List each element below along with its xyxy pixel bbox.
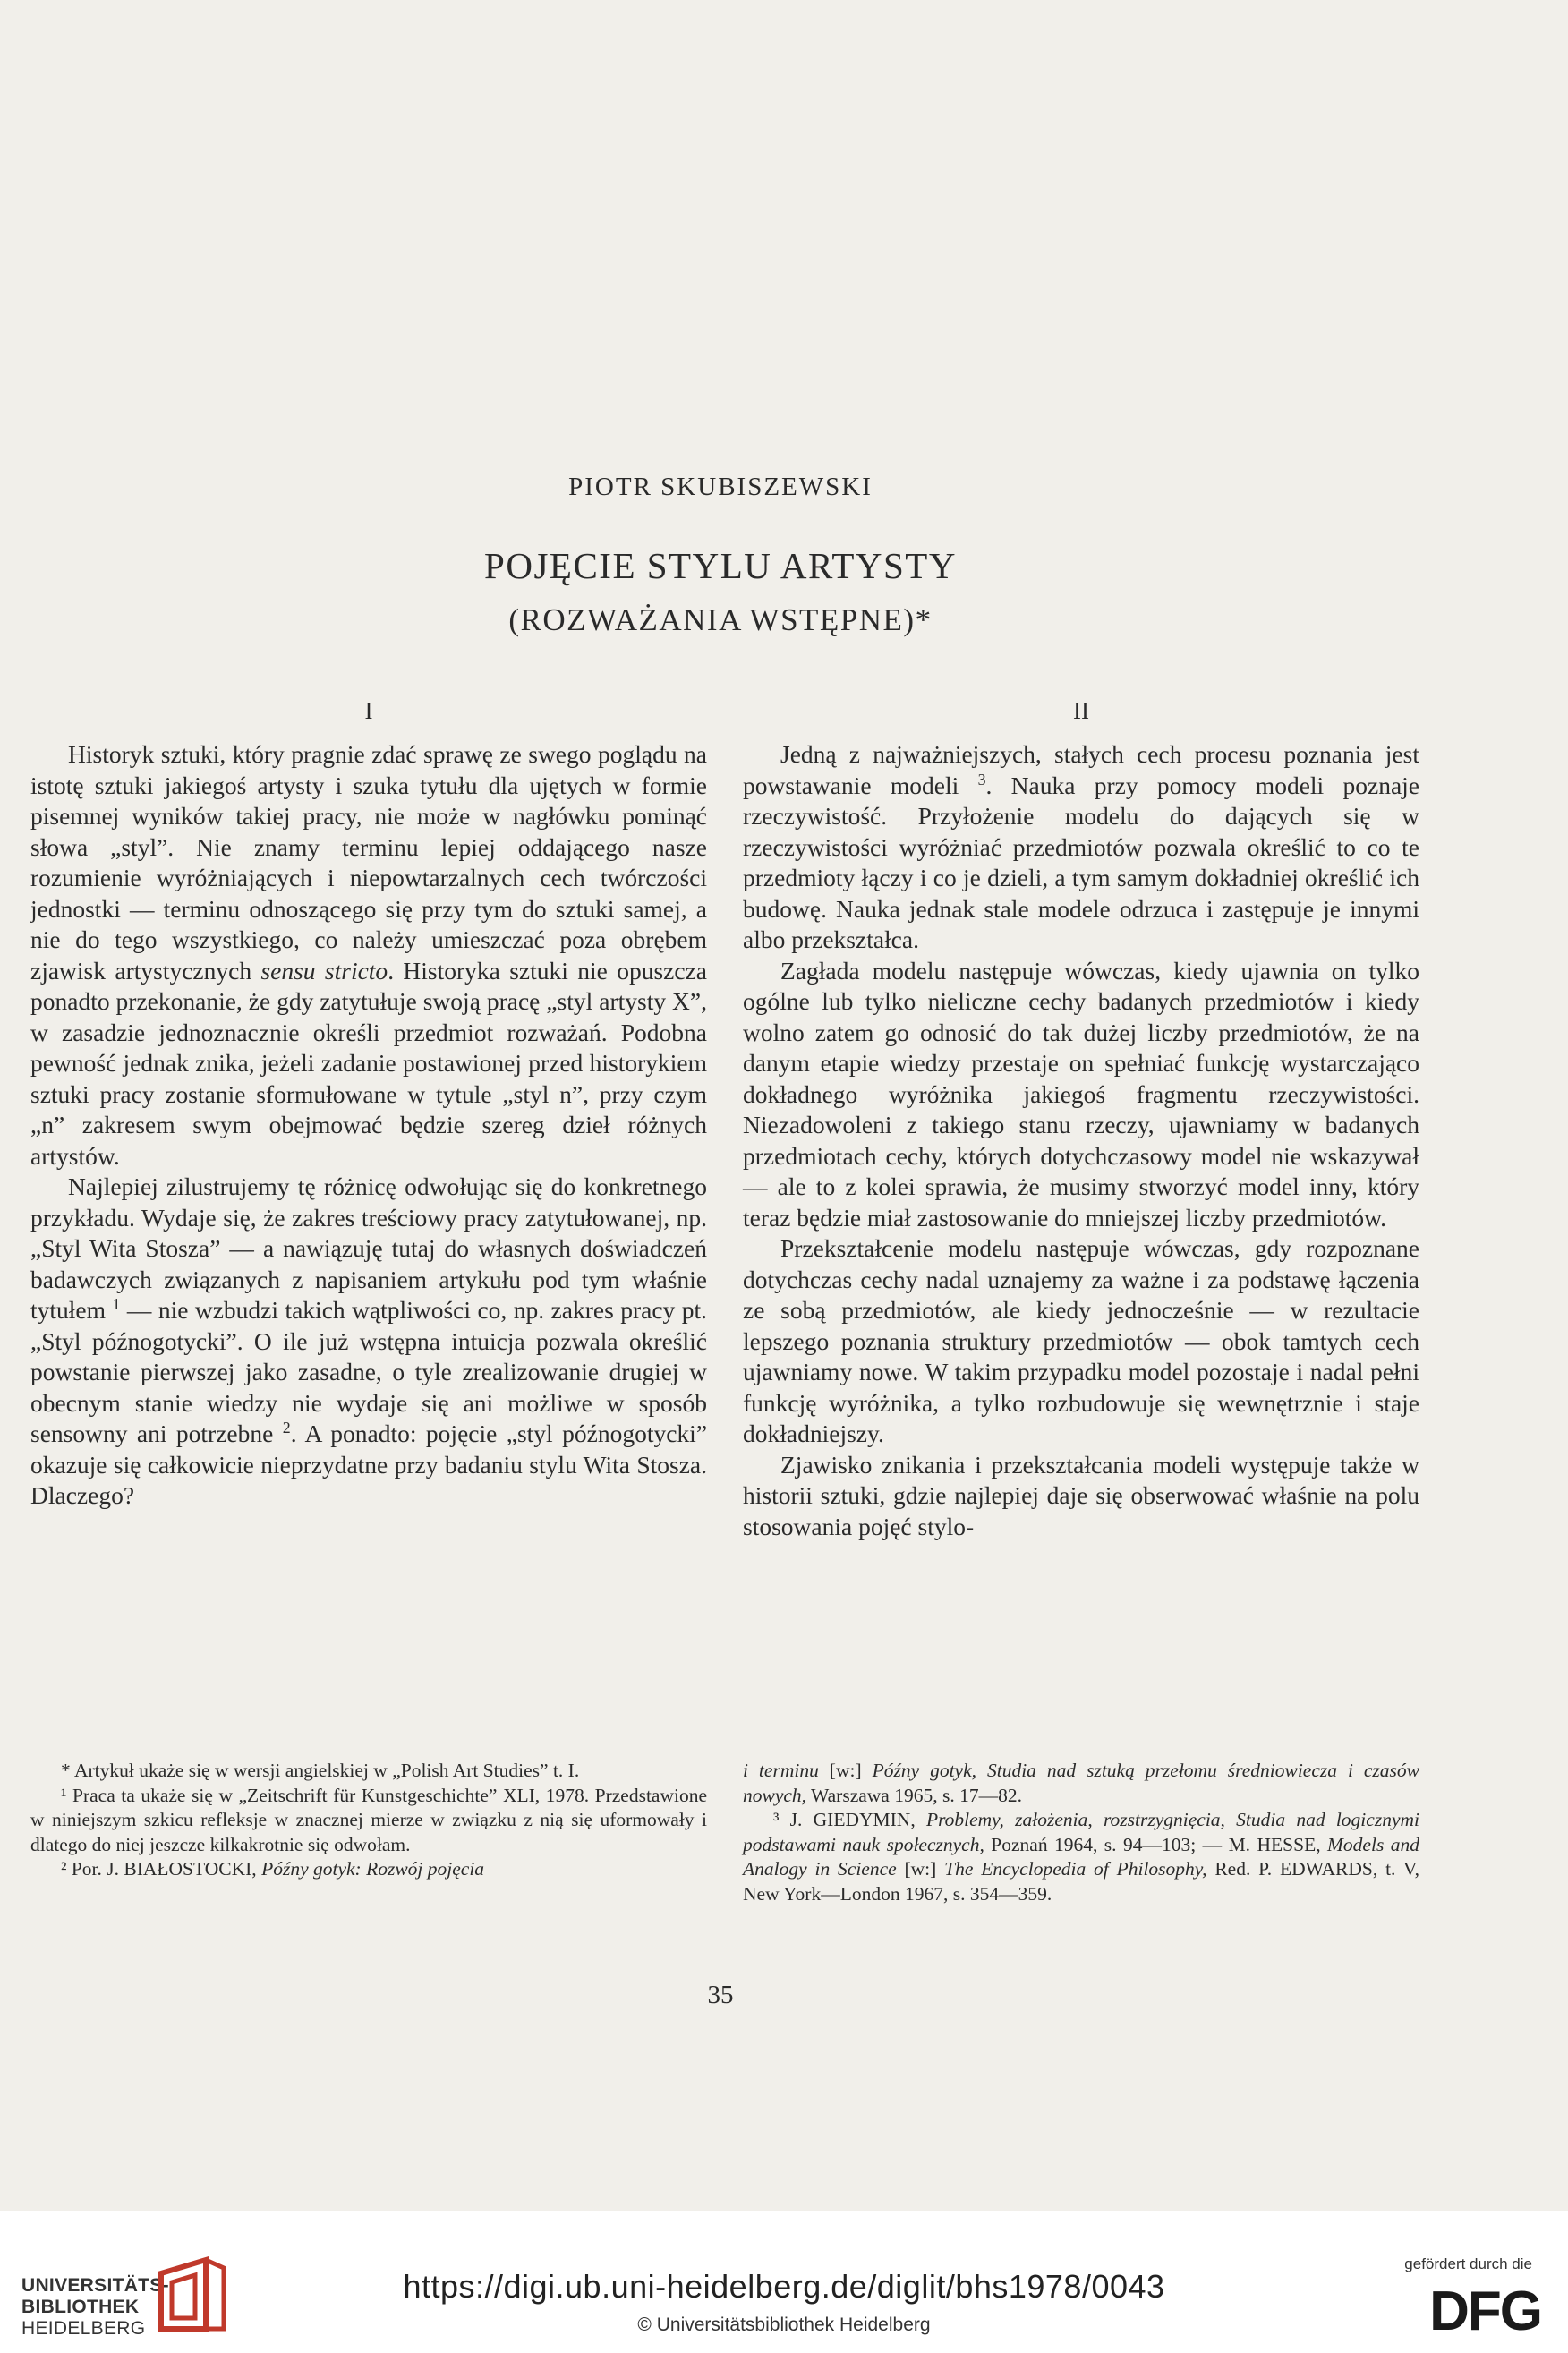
footnote-3-text-c: [w:] <box>896 1858 945 1880</box>
left-paragraph-2-tail: . A ponadto: pojęcie „styl późnogotycki” okazuje się całkowicie nieprzydatne przy badaniu stylu Wita Stosza. Dlaczego? <box>30 1419 708 1509</box>
footnote-3-italic-3: The Encyclopedia of Philosophy, <box>944 1858 1207 1880</box>
footnote-3-italic-1: Problemy, założenia, rozstrzygnięcia, Studia nad logicznymi podstawami nauk społecznych, <box>743 1809 1419 1855</box>
article-subtitle: (ROZWAŻANIA WSTĘPNE)* <box>508 602 933 637</box>
section-number-2: II <box>1073 697 1089 724</box>
footnote-3-text-a: ³ J. GIEDYMIN, <box>773 1809 926 1830</box>
section-number-1: I <box>364 697 373 724</box>
right-paragraph-3: Przekształcenie modelu następuje wówczas, gdy rozpoznane dotychczas cechy nadal uznajemy za ważne i za podstawę łączenia ze sobą przedmiotów, ale kiedy jednocześnie — w rezultacie lepszego poznania struktury przedmiotów — obok tamtych cech ujawniamy nowe. W takim przypadku model pozostaje i nadal pełni funkcję wyróżnika, a tylko rozbudowuje się wewnętrznie i staje dokładniejszy. <box>743 1234 1419 1447</box>
viewer-footer <box>0 2211 1568 2353</box>
library-line-3: HEIDELBERG <box>21 2318 146 2339</box>
footnote-cont-italic-1: i terminu <box>743 1760 819 1781</box>
italic-phrase: sensu stricto <box>260 956 388 985</box>
document-url-link[interactable]: https://digi.ub.uni-heidelberg.de/diglit/bhs1978/0043 <box>403 2268 1165 2305</box>
footnotes-left <box>30 1759 707 1882</box>
left-paragraph-2-text: Najlepiej zilustrujemy tę różnicę odwołując się do konkretnego przykładu. Wydaje się, że zakres treściowy pracy zatytułowanej, np. „Styl Wita Stosza” — a nawiązuję tutaj do własnych doświadczeń badawczych związanych z napisaniem artykułu pod tym właśnie tytułem <box>30 1172 707 1324</box>
footnote-cont-text-2: Warszawa 1965, s. 17—82. <box>806 1784 1022 1806</box>
footnote-1: ¹ Praca ta ukaże się w „Zeitschrift für Kunstgeschichte” XLI, 1978. Przedstawione w niniejszym szkicu refleksje w znacznej mierze w związku z nią się uformowały i dlatego do niej jeszcze kilkakrotnie się odwołam. <box>30 1784 707 1855</box>
footnote-ref-3[interactable]: 3 <box>977 770 986 789</box>
left-paragraph-2 <box>30 1172 707 1512</box>
footnote-2-italic: Późny gotyk: Rozwój pojęcia <box>261 1858 485 1880</box>
left-paragraph-1-tail: . Historyka sztuki nie opuszcza ponadto przekonanie, że gdy zatytułuje swoją pracę „styl artysty X”, w zasadzie jednoznacznie określi przedmiot rozważań. Podobna pewność jednak znika, jeżeli zadanie postawionej przed historykiem sztuki pracy zostanie sformułowane w tytule „styl n”, przy czym „n” zakresem swym obejmować będzie szereg dzieł różnych artystów. <box>30 956 708 1170</box>
footnote-2-text: ² Por. J. BIAŁOSTOCKI, <box>61 1858 262 1880</box>
author-name: PIOTR SKUBISZEWSKI <box>568 473 873 501</box>
footnote-3-text-b: Poznań 1964, s. 94—103; — M. HESSE, <box>984 1833 1328 1855</box>
right-paragraph-1 <box>743 739 1419 956</box>
footnote-cont-italic-2: Późny gotyk, Studia nad sztuką przełomu średniowiecza i czasów nowych, <box>743 1760 1420 1806</box>
article-title: POJĘCIE STYLU ARTYSTY <box>484 545 957 586</box>
footnote-2-continued <box>743 1759 1419 1808</box>
left-paragraph-1 <box>30 739 707 1172</box>
right-paragraph-1-tail: . Nauka przy pomocy modeli poznaje rzeczywistość. Przyłożenie modelu do dających się w rzeczywistości wyróżniać przedmiotów pozwala określić to co te przedmioty łączy i co je dzieli, a tym samym dokładniej określić ich budowę. Nauka jednak stale modele odrzuca i zastępuje je innymi albo przekształca. <box>743 771 1419 953</box>
right-paragraph-4: Zjawisko znikania i przekształcania modeli występuje także w historii sztuki, gdzie najlepiej daje się obserwować właśnie na polu stosowania pojęć stylo- <box>743 1450 1419 1540</box>
footnote-cont-text-1: [w:] <box>818 1760 873 1781</box>
funder-caption: gefördert durch die <box>1404 2255 1532 2272</box>
footnote-star: * Artykuł ukaże się w wersji angielskiej w „Polish Art Studies” t. I. <box>61 1760 580 1781</box>
left-paragraph-1-text: Historyk sztuki, który pragnie zdać sprawę ze swego poglądu na istotę sztuki jakiegoś artysty i szuka tytułu dla ujętych w formie pisemnej wyników takiej pracy, nie może w nagłówku pominąć słowa „styl”. Nie znamy terminu lepiej oddającego nasze rozumienie wyróżniających i niepowtarzalnych cech twórczości jednostki — terminu odnoszącego się przy tym do sztuki samej, a nie do tego wszystkiego, co należy umieszczać poza obrębem zjawisk artystycznych <box>30 740 707 985</box>
footnote-3-text-d: Red. P. EDWARDS, t. V, New York—London 1967, s. 354—359. <box>743 1858 1419 1905</box>
dfg-logo-icon[interactable]: DFG <box>1429 2281 1541 2342</box>
library-line-1: UNIVERSITÄTS- <box>21 2275 169 2296</box>
library-line-2: BIBLIOTHEK <box>21 2297 140 2317</box>
footnote-3-italic-2: Models and Analogy in Science <box>743 1833 1419 1880</box>
right-paragraph-2: Zagłada modelu następuje wówczas, kiedy ujawnia on tylko ogólne lub tylko nieliczne cechy badanych przedmiotów i kiedy wolno zatem go odnosić do tak dużej liczby przedmiotów, że na danym etapie wiedzy przestaje on spełniać funkcję wystarczająco dokładnego wyróżnika jakiegoś fragmentu rzeczywistości. Niezadowoleni z takiego stanu rzeczy, ujawniamy w badanych przedmiotach cechy, których dotychczasowy model nie wskazywał — ale to z kolei sprawia, że musimy stworzyć model inny, który teraz będzie miał zastosowanie do mniejszej liczby przedmiotów. <box>743 956 1419 1232</box>
right-column <box>743 695 1419 1542</box>
footnotes-right <box>743 1759 1419 1906</box>
left-column <box>30 695 707 1512</box>
left-paragraph-2-mid: — nie wzbudzi takich wątpliwości co, np. zakres pracy pt. „Styl późnogotycki”. O ile już wstępna intuicja pozwala określić powstanie pierwszej jako zasadne, o tyle zrealizowanie drugiej w obecnym stanie wiedzy nie wydaje się ani możliwe w sposób sensowny ani potrzebne <box>30 1296 707 1447</box>
footnote-3 <box>743 1808 1419 1906</box>
footnote-ref-1[interactable]: 1 <box>112 1294 121 1313</box>
footnote-ref-2[interactable]: 2 <box>282 1418 291 1437</box>
right-paragraph-1-text: Jedną z najważniejszych, stałych cech procesu poznania jest powstawanie modeli <box>743 740 1419 799</box>
footnote-2 <box>30 1857 707 1882</box>
page-number: 35 <box>707 1981 734 2009</box>
copyright-notice: © Universitätsbibliothek Heidelberg <box>637 2315 931 2335</box>
